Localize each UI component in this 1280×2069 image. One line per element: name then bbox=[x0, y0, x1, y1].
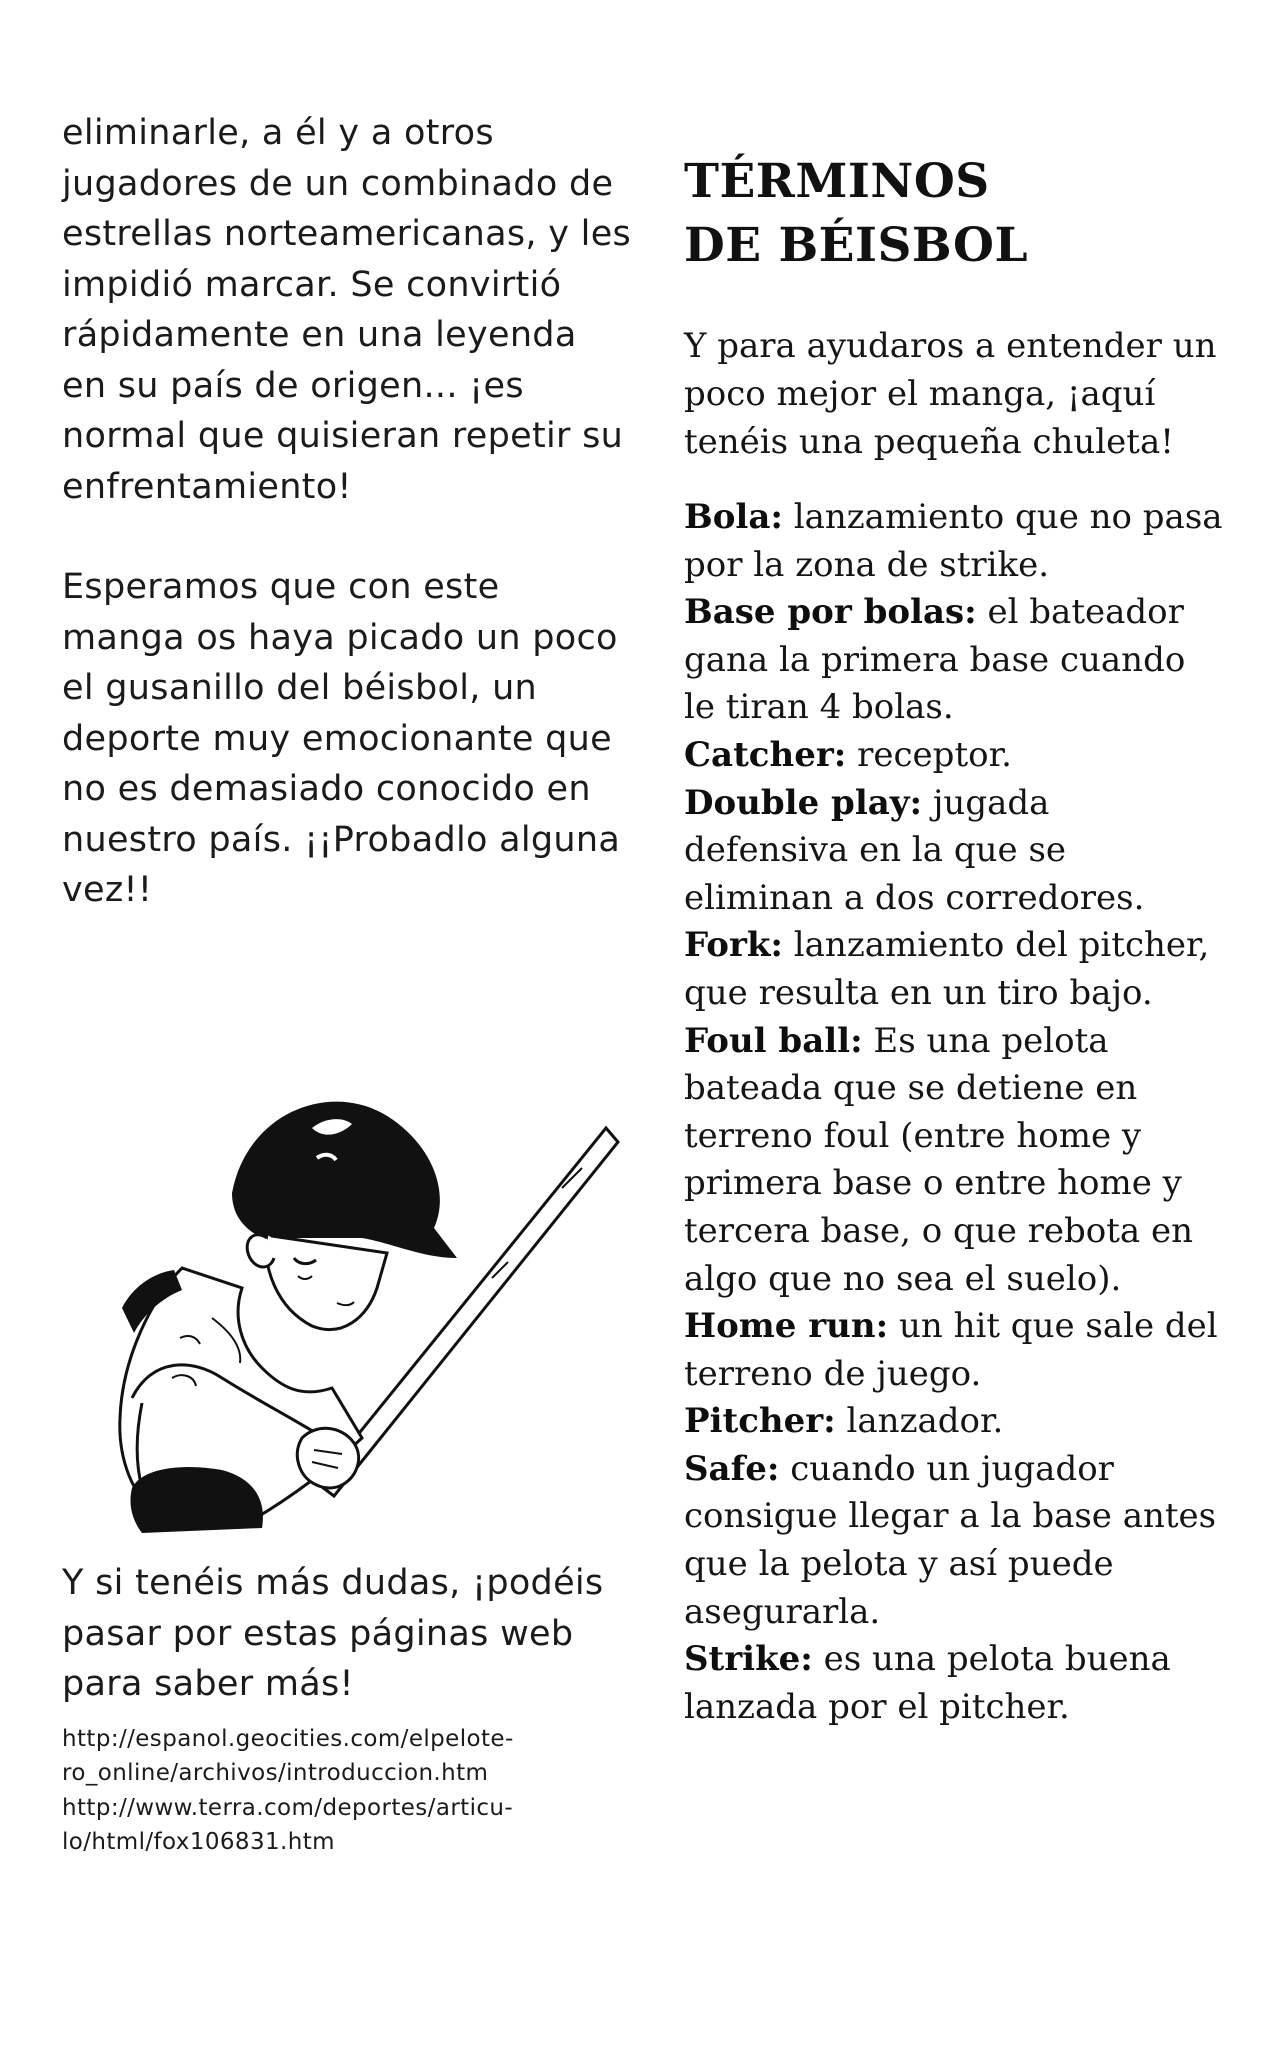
glossary-entry bbox=[684, 1398, 1224, 1446]
term-label: Strike: bbox=[684, 1639, 813, 1680]
term-definition: lanzamiento del pitcher, que resulta en un tiro bajo. bbox=[684, 925, 1210, 1013]
term-label: Foul ball: bbox=[684, 1020, 863, 1061]
term-label: Fork: bbox=[684, 925, 783, 966]
bottom-text bbox=[62, 1558, 632, 1860]
heading-line-2: DE BÉISBOL bbox=[684, 218, 1029, 273]
term-label: Double play: bbox=[684, 782, 923, 823]
intro-paragraph: Y para ayudaros a entender un poco mejor el manga, ¡aquí tenéis una pequeña chuleta! bbox=[684, 326, 1217, 462]
term-definition: un hit que sale del terreno de juego. bbox=[684, 1306, 1218, 1394]
glossary-entry bbox=[684, 1446, 1224, 1636]
term-definition: el bateador gana la primera base cuando le tiran 4 bolas. bbox=[684, 592, 1186, 728]
glossary-entry bbox=[684, 494, 1224, 589]
term-label: Pitcher: bbox=[684, 1401, 836, 1442]
glossary-entry bbox=[684, 1018, 1224, 1304]
glossary-entry bbox=[684, 1303, 1224, 1398]
term-definition: receptor. bbox=[846, 734, 1012, 775]
glossary-entry bbox=[684, 922, 1224, 1017]
term-label: Catcher: bbox=[684, 734, 847, 775]
heading-line-1: TÉRMINOS bbox=[684, 154, 990, 209]
url-list bbox=[62, 1722, 632, 1860]
term-definition: Es una pelota bateada que se detiene en terreno foul (entre home y primera base o entre home y tercera base, o que rebota en algo que no sea el suelo). bbox=[684, 1020, 1193, 1299]
glossary-entry bbox=[684, 780, 1224, 923]
glossary-entry bbox=[684, 1636, 1224, 1731]
term-label: Safe: bbox=[684, 1448, 780, 1489]
glossary bbox=[684, 494, 1224, 1731]
url-line: http://www.terra.com/deportes/articu- bbox=[62, 1794, 514, 1821]
url-line: lo/html/fox106831.htm bbox=[62, 1829, 335, 1855]
url-line: http://espanol.geocities.com/elpelote- bbox=[62, 1725, 514, 1752]
glossary-entry bbox=[684, 589, 1224, 732]
right-column bbox=[684, 150, 1224, 1731]
url-line: ro_online/archivos/introduccion.htm bbox=[62, 1760, 489, 1786]
paragraph-3: Y si tenéis más dudas, ¡podéis pasar por estas páginas web para saber más! bbox=[62, 1563, 604, 1704]
term-label: Home run: bbox=[684, 1306, 889, 1347]
batter-illustration-icon bbox=[62, 1058, 622, 1558]
term-definition: es una pelota buena lanzada por el pitcher. bbox=[684, 1639, 1171, 1727]
term-label: Bola: bbox=[684, 497, 783, 537]
section-heading bbox=[684, 150, 1224, 278]
glossary-entry bbox=[684, 732, 1224, 780]
paragraph-2: Esperamos que con este manga os haya picado un poco el gusanillo del béisbol, un deporte muy emocionante que no es demasiado conocido en nuestro país. ¡¡Probadlo alguna vez!! bbox=[62, 567, 621, 910]
term-label: Base por bolas: bbox=[684, 592, 977, 633]
paragraph-1: eliminarle, a él y a otros jugadores de un combinado de estrellas norteamericanas, y les impidió marcar. Se convirtió rápidamente en una leyenda en su país de origen... ¡es normal que quisieran repetir su enfrentamiento! bbox=[62, 113, 632, 507]
term-definition: jugada defensiva en la que se eliminan a dos corredores. bbox=[684, 782, 1145, 918]
term-definition: lanzador. bbox=[835, 1401, 1004, 1442]
term-definition: cuando un jugador consigue llegar a la base antes que la pelota y así puede asegurarla. bbox=[684, 1448, 1217, 1632]
left-column bbox=[62, 108, 632, 916]
term-definition: lanzamiento que no pasa por la zona de strike. bbox=[684, 497, 1223, 585]
